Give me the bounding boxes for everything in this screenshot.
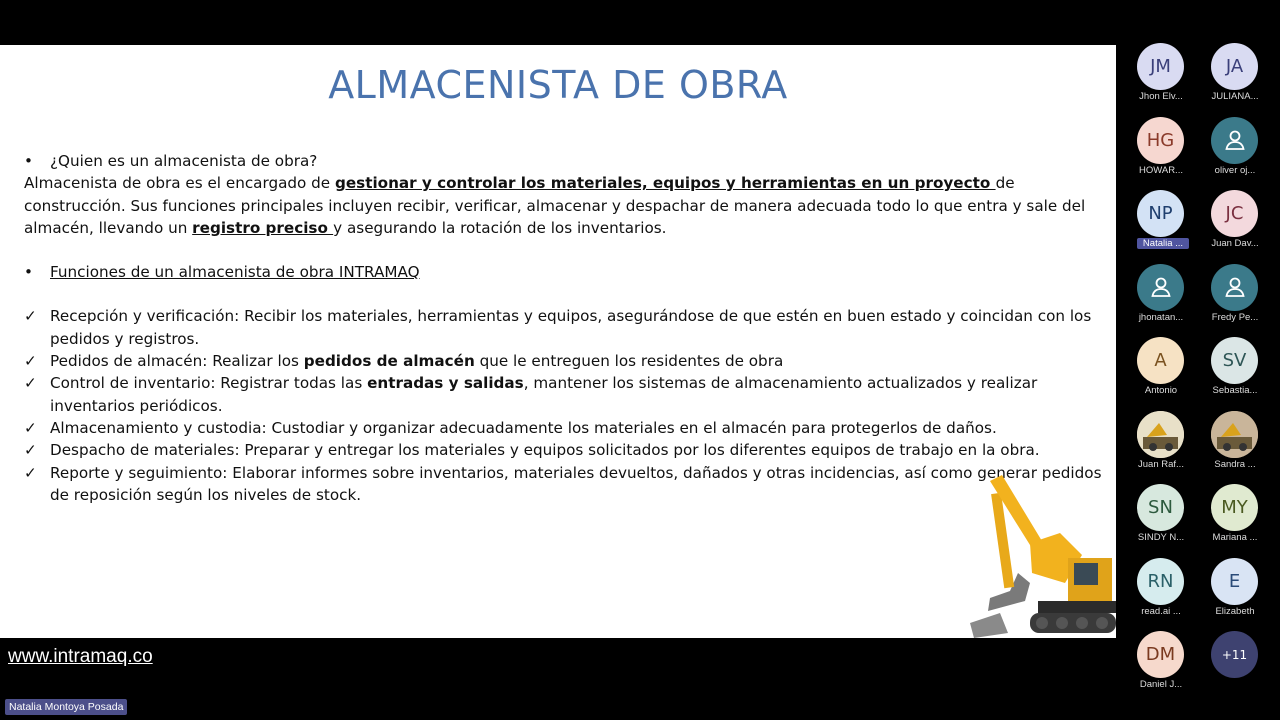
participant-tile[interactable] bbox=[1124, 484, 1198, 552]
function-item bbox=[24, 462, 1104, 507]
avatar-initials: HG bbox=[1137, 117, 1184, 164]
participant-tile[interactable] bbox=[1198, 337, 1272, 405]
participant-name: JULIANA... bbox=[1211, 91, 1259, 102]
top-bar bbox=[0, 0, 1280, 45]
person-icon bbox=[1137, 264, 1184, 311]
participant-tile[interactable] bbox=[1124, 264, 1198, 332]
person-icon bbox=[1211, 264, 1258, 311]
bottom-bar bbox=[0, 638, 1116, 720]
participant-tile[interactable] bbox=[1124, 337, 1198, 405]
avatar-initials: DM bbox=[1137, 631, 1184, 678]
photo-avatar-icon bbox=[1137, 411, 1184, 458]
function-item-text: Recepción y verificación: Recibir los materiales, herramientas y equipos, asegurándose de que estén en buen estado y coincidan con los pedidos y registros. bbox=[50, 307, 1092, 348]
participant-name: Sebastia... bbox=[1212, 385, 1258, 396]
definition-text-3: y asegurando la rotación de los inventarios. bbox=[333, 218, 667, 237]
participant-name: HOWAR... bbox=[1139, 164, 1183, 176]
more-participants-button[interactable] bbox=[1198, 631, 1272, 699]
function-item-text: , mantener los sistemas de almacenamiento actualizados y realizar inventarios periódicos. bbox=[50, 374, 1038, 415]
bullet-mark: • bbox=[24, 152, 33, 170]
participant-name: Sandra ... bbox=[1214, 458, 1256, 470]
avatar-initials: JC bbox=[1211, 190, 1258, 237]
shared-slide bbox=[0, 45, 1116, 638]
question-text: ¿Quien es un almacenista de obra? bbox=[50, 152, 318, 170]
function-item-text: Almacenamiento y custodia: Custodiar y organizar adecuadamente los materiales en el almacén para protegerlos de daños. bbox=[50, 418, 997, 437]
participant-name: Antonio bbox=[1144, 385, 1178, 396]
function-item bbox=[24, 372, 1104, 417]
participant-tile[interactable] bbox=[1124, 190, 1198, 258]
avatar-initials: SN bbox=[1137, 484, 1184, 531]
participant-name: Fredy Pe... bbox=[1211, 311, 1259, 323]
slide-title: ALMACENISTA DE OBRA bbox=[328, 63, 788, 107]
participant-tile[interactable] bbox=[1124, 558, 1198, 626]
participant-tile[interactable] bbox=[1198, 411, 1272, 479]
checkmark-icon: ✓ bbox=[24, 352, 37, 371]
function-item bbox=[24, 417, 1104, 439]
functions-list bbox=[24, 305, 1104, 506]
participant-name: Jhon Elv... bbox=[1139, 91, 1183, 102]
speaker-name-tag: Natalia Montoya Posada bbox=[5, 699, 127, 715]
participant-tile[interactable] bbox=[1198, 484, 1272, 552]
question-bullet-row bbox=[24, 150, 1104, 172]
definition-emphasis-2: registro preciso bbox=[192, 218, 334, 237]
function-item bbox=[24, 439, 1104, 461]
participant-tile[interactable] bbox=[1198, 117, 1272, 185]
avatar-initials: NP bbox=[1137, 190, 1184, 237]
participant-name: Juan Raf... bbox=[1138, 458, 1184, 470]
slide-content bbox=[24, 150, 1104, 506]
function-item-text: Pedidos de almacén: Realizar los bbox=[50, 352, 304, 371]
definition-text-1: Almacenista de obra es el encargado de bbox=[24, 174, 335, 193]
website-link[interactable]: www.intramaq.co bbox=[8, 646, 153, 667]
function-item bbox=[24, 305, 1104, 350]
avatar-initials: A bbox=[1137, 337, 1184, 384]
participant-name: read.ai ... bbox=[1141, 605, 1181, 617]
checkmark-icon: ✓ bbox=[24, 441, 37, 460]
participant-name: oliver oj... bbox=[1214, 164, 1256, 176]
participant-name: jhonatan... bbox=[1138, 311, 1184, 323]
functions-heading-row bbox=[24, 261, 1104, 283]
participants-panel bbox=[1116, 0, 1280, 720]
avatar-initials: MY bbox=[1211, 484, 1258, 531]
person-icon bbox=[1211, 117, 1258, 164]
checkmark-icon: ✓ bbox=[24, 374, 37, 393]
avatar-initials: JM bbox=[1137, 43, 1184, 90]
participant-tile[interactable] bbox=[1124, 631, 1198, 699]
participant-name: Daniel J... bbox=[1139, 679, 1183, 690]
avatar-initials: JA bbox=[1211, 43, 1258, 90]
participant-tile[interactable] bbox=[1124, 411, 1198, 479]
participant-name: Mariana ... bbox=[1212, 532, 1258, 543]
definition-emphasis-1: gestionar y controlar los materiales, equipos y herramientas en un proyecto bbox=[334, 174, 996, 193]
definition-text-2: de construcción. Sus funciones principales incluyen recibir, verificar, almacenar y despachar de manera adecuada todo lo que entra y sale del almacén, llevando un bbox=[24, 174, 1086, 237]
definition-paragraph bbox=[24, 172, 1104, 239]
function-item-text: que le entreguen los residentes de obra bbox=[474, 352, 784, 371]
participant-name: Natalia ... bbox=[1137, 238, 1189, 249]
participant-name: Elizabeth bbox=[1215, 605, 1255, 617]
more-count: +11 bbox=[1211, 631, 1258, 678]
participant-name: SINDY N... bbox=[1137, 532, 1185, 543]
function-item-text: Control de inventario: Registrar todas las bbox=[50, 374, 368, 393]
avatar-initials: SV bbox=[1211, 337, 1258, 384]
avatar-initials: RN bbox=[1137, 558, 1184, 605]
checkmark-icon: ✓ bbox=[24, 307, 37, 326]
function-item bbox=[24, 350, 1104, 372]
checkmark-icon: ✓ bbox=[24, 418, 37, 437]
checkmark-icon: ✓ bbox=[24, 463, 37, 482]
participant-tile[interactable] bbox=[1198, 264, 1272, 332]
function-item-emphasis: entradas y salidas bbox=[367, 374, 524, 393]
photo-avatar-icon bbox=[1211, 411, 1258, 458]
participant-tile[interactable] bbox=[1198, 43, 1272, 111]
function-item-text: Despacho de materiales: Preparar y entregar los materiales y equipos solicitados por los diferentes equipos de trabajo en la obra. bbox=[50, 441, 1040, 460]
participant-tile[interactable] bbox=[1124, 117, 1198, 185]
participant-name: Juan Dav... bbox=[1211, 238, 1259, 249]
function-item-text: Reporte y seguimiento: Elaborar informes sobre inventarios, materiales devueltos, dañados y otras incidencias, así como generar pedidos de reposición según los niveles de stock. bbox=[50, 463, 1102, 504]
excavator-image bbox=[970, 473, 1116, 638]
functions-heading: Funciones de un almacenista de obra INTRAMAQ bbox=[50, 263, 420, 282]
bullet-mark: • bbox=[24, 263, 33, 282]
participant-tile[interactable] bbox=[1124, 43, 1198, 111]
avatar-initials: E bbox=[1211, 558, 1258, 605]
participant-tile[interactable] bbox=[1198, 558, 1272, 626]
function-item-emphasis: pedidos de almacén bbox=[303, 352, 475, 371]
participant-tile[interactable] bbox=[1198, 190, 1272, 258]
